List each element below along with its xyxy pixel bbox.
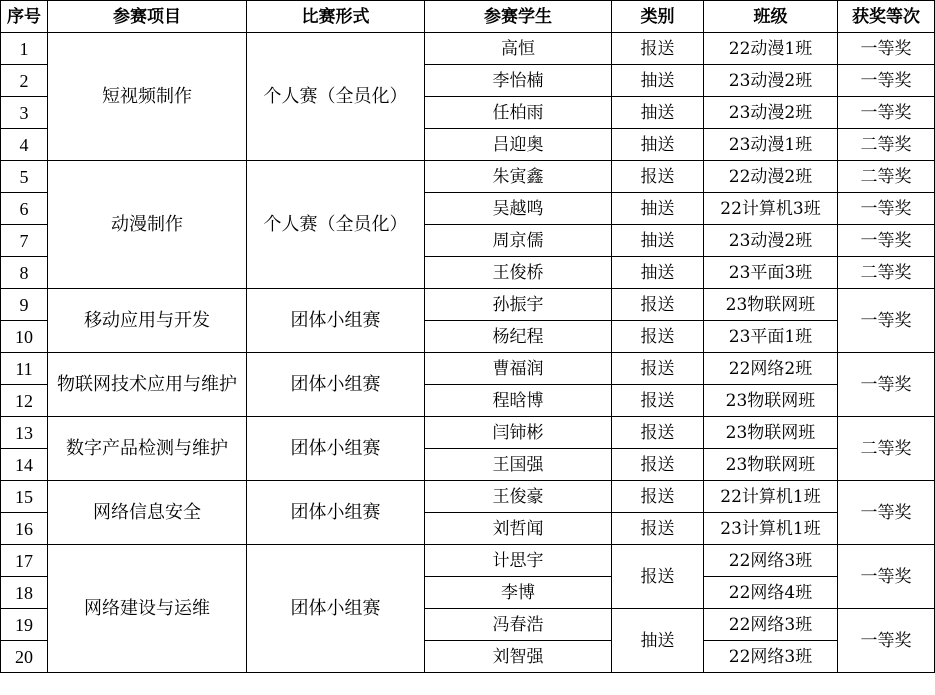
student-cell: 周京儒 bbox=[425, 225, 612, 257]
row-number: 6 bbox=[1, 193, 48, 225]
award-cell: 一等奖 bbox=[838, 289, 935, 353]
header-form: 比赛形式 bbox=[247, 1, 425, 33]
student-cell: 孙振宇 bbox=[425, 289, 612, 321]
category-cell: 报送 bbox=[612, 449, 704, 481]
category-cell: 抽送 bbox=[612, 257, 704, 289]
category-cell: 抽送 bbox=[612, 225, 704, 257]
student-cell: 闫铈彬 bbox=[425, 417, 612, 449]
row-number: 18 bbox=[1, 577, 48, 609]
table-row bbox=[1, 33, 935, 65]
student-cell: 杨纪程 bbox=[425, 321, 612, 353]
category-cell: 报送 bbox=[612, 289, 704, 321]
class-cell: 23动漫1班 bbox=[704, 129, 838, 161]
form-cell: 个人赛（全员化） bbox=[247, 33, 425, 161]
class-cell: 23动漫2班 bbox=[704, 65, 838, 97]
project-cell: 动漫制作 bbox=[48, 161, 247, 289]
row-number: 15 bbox=[1, 481, 48, 513]
form-cell: 团体小组赛 bbox=[247, 289, 425, 353]
row-number: 14 bbox=[1, 449, 48, 481]
award-cell: 一等奖 bbox=[838, 33, 935, 65]
student-cell: 高恒 bbox=[425, 33, 612, 65]
class-cell: 22网络3班 bbox=[704, 545, 838, 577]
table-row bbox=[1, 417, 935, 449]
row-number: 20 bbox=[1, 641, 48, 673]
student-cell: 曹福润 bbox=[425, 353, 612, 385]
class-cell: 23平面1班 bbox=[704, 321, 838, 353]
student-cell: 冯春浩 bbox=[425, 609, 612, 641]
award-cell: 二等奖 bbox=[838, 257, 935, 289]
row-number: 19 bbox=[1, 609, 48, 641]
class-cell: 23物联网班 bbox=[704, 385, 838, 417]
class-cell: 22网络3班 bbox=[704, 609, 838, 641]
category-cell: 报送 bbox=[612, 161, 704, 193]
class-cell: 23平面3班 bbox=[704, 257, 838, 289]
table-row bbox=[1, 353, 935, 385]
form-cell: 团体小组赛 bbox=[247, 545, 425, 673]
category-cell: 报送 bbox=[612, 321, 704, 353]
category-cell: 抽送 bbox=[612, 97, 704, 129]
row-number: 9 bbox=[1, 289, 48, 321]
class-cell: 23动漫2班 bbox=[704, 97, 838, 129]
award-cell: 一等奖 bbox=[838, 225, 935, 257]
category-cell: 报送 bbox=[612, 545, 704, 609]
award-cell: 一等奖 bbox=[838, 481, 935, 545]
award-cell: 一等奖 bbox=[838, 545, 935, 609]
table-row bbox=[1, 545, 935, 577]
student-cell: 吕迎奥 bbox=[425, 129, 612, 161]
award-cell: 二等奖 bbox=[838, 161, 935, 193]
student-cell: 程晗博 bbox=[425, 385, 612, 417]
student-cell: 刘智强 bbox=[425, 641, 612, 673]
header-project: 参赛项目 bbox=[48, 1, 247, 33]
category-cell: 报送 bbox=[612, 353, 704, 385]
award-cell: 二等奖 bbox=[838, 129, 935, 161]
award-cell: 一等奖 bbox=[838, 193, 935, 225]
category-cell: 抽送 bbox=[612, 193, 704, 225]
student-cell: 计思宇 bbox=[425, 545, 612, 577]
class-cell: 22动漫2班 bbox=[704, 161, 838, 193]
header-award: 获奖等次 bbox=[838, 1, 935, 33]
row-number: 7 bbox=[1, 225, 48, 257]
table-row bbox=[1, 481, 935, 513]
class-cell: 23物联网班 bbox=[704, 289, 838, 321]
project-cell: 物联网技术应用与维护 bbox=[48, 353, 247, 417]
project-cell: 移动应用与开发 bbox=[48, 289, 247, 353]
header-row bbox=[1, 1, 935, 33]
class-cell: 23动漫2班 bbox=[704, 225, 838, 257]
class-cell: 23计算机1班 bbox=[704, 513, 838, 545]
project-cell: 网络建设与运维 bbox=[48, 545, 247, 673]
category-cell: 抽送 bbox=[612, 65, 704, 97]
table-row bbox=[1, 289, 935, 321]
award-cell: 二等奖 bbox=[838, 417, 935, 481]
student-cell: 吴越鸣 bbox=[425, 193, 612, 225]
category-cell: 报送 bbox=[612, 33, 704, 65]
project-cell: 网络信息安全 bbox=[48, 481, 247, 545]
row-number: 11 bbox=[1, 353, 48, 385]
form-cell: 团体小组赛 bbox=[247, 481, 425, 545]
class-cell: 22网络4班 bbox=[704, 577, 838, 609]
project-cell: 短视频制作 bbox=[48, 33, 247, 161]
header-number: 序号 bbox=[1, 1, 48, 33]
student-cell: 李博 bbox=[425, 577, 612, 609]
student-cell: 李怡楠 bbox=[425, 65, 612, 97]
award-cell: 一等奖 bbox=[838, 353, 935, 417]
row-number: 5 bbox=[1, 161, 48, 193]
category-cell: 抽送 bbox=[612, 609, 704, 673]
student-cell: 任柏雨 bbox=[425, 97, 612, 129]
student-cell: 王国强 bbox=[425, 449, 612, 481]
row-number: 4 bbox=[1, 129, 48, 161]
award-cell: 一等奖 bbox=[838, 609, 935, 673]
class-cell: 23物联网班 bbox=[704, 417, 838, 449]
form-cell: 个人赛（全员化） bbox=[247, 161, 425, 289]
form-cell: 团体小组赛 bbox=[247, 353, 425, 417]
table-row bbox=[1, 161, 935, 193]
class-cell: 22动漫1班 bbox=[704, 33, 838, 65]
row-number: 16 bbox=[1, 513, 48, 545]
class-cell: 22网络3班 bbox=[704, 641, 838, 673]
header-student: 参赛学生 bbox=[425, 1, 612, 33]
class-cell: 22计算机1班 bbox=[704, 481, 838, 513]
student-cell: 王俊桥 bbox=[425, 257, 612, 289]
student-cell: 朱寅鑫 bbox=[425, 161, 612, 193]
student-cell: 王俊豪 bbox=[425, 481, 612, 513]
form-cell: 团体小组赛 bbox=[247, 417, 425, 481]
category-cell: 报送 bbox=[612, 513, 704, 545]
class-cell: 22计算机3班 bbox=[704, 193, 838, 225]
row-number: 3 bbox=[1, 97, 48, 129]
award-cell: 一等奖 bbox=[838, 97, 935, 129]
row-number: 8 bbox=[1, 257, 48, 289]
row-number: 13 bbox=[1, 417, 48, 449]
student-cell: 刘哲闻 bbox=[425, 513, 612, 545]
row-number: 2 bbox=[1, 65, 48, 97]
row-number: 1 bbox=[1, 33, 48, 65]
row-number: 12 bbox=[1, 385, 48, 417]
row-number: 10 bbox=[1, 321, 48, 353]
category-cell: 报送 bbox=[612, 385, 704, 417]
header-category: 类别 bbox=[612, 1, 704, 33]
category-cell: 报送 bbox=[612, 417, 704, 449]
award-cell: 一等奖 bbox=[838, 65, 935, 97]
header-class: 班级 bbox=[704, 1, 838, 33]
category-cell: 抽送 bbox=[612, 129, 704, 161]
class-cell: 22网络2班 bbox=[704, 353, 838, 385]
row-number: 17 bbox=[1, 545, 48, 577]
category-cell: 报送 bbox=[612, 481, 704, 513]
project-cell: 数字产品检测与维护 bbox=[48, 417, 247, 481]
class-cell: 23物联网班 bbox=[704, 449, 838, 481]
